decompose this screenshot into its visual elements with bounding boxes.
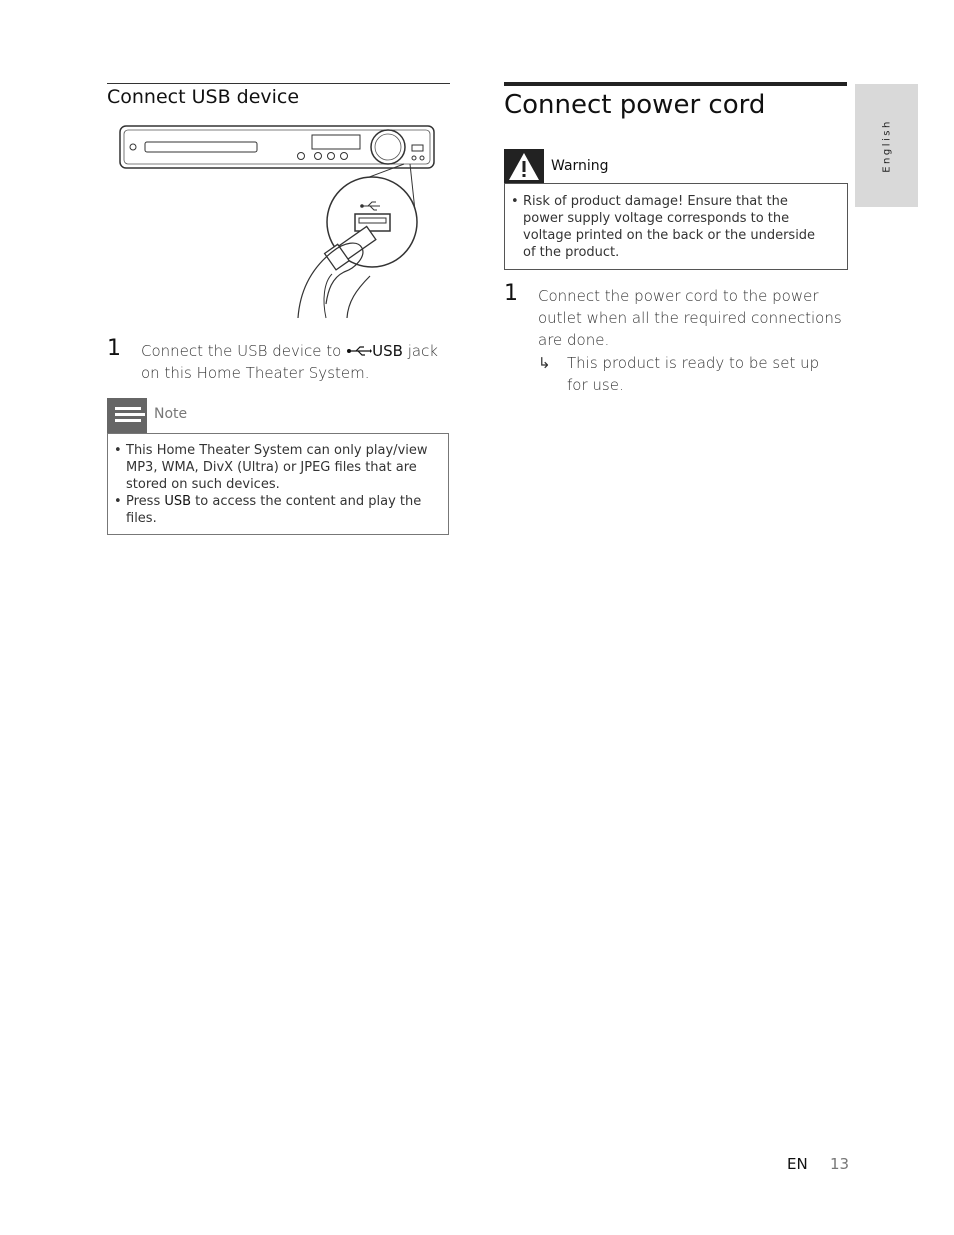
language-label: English bbox=[881, 118, 892, 173]
note-bullet-2-before: Press bbox=[126, 494, 165, 509]
usb-connection-illustration bbox=[118, 122, 438, 322]
warning-label: Warning bbox=[551, 158, 609, 174]
step-text-power: Connect the power cord to the power outlet when all the required connections are done. bbox=[538, 287, 842, 349]
language-tab bbox=[855, 84, 918, 207]
warning-triangle-icon bbox=[504, 149, 544, 184]
section-heading-power: Connect power cord bbox=[504, 90, 766, 120]
note-bullet-2 bbox=[108, 493, 444, 527]
note-bullet-1: • This Home Theater System can only play/view MP3, WMA, DivX (Ultra) or JPEG files that are stored on such devices. bbox=[108, 442, 444, 493]
section-heading-usb: Connect USB device bbox=[107, 86, 300, 108]
step-text-usb bbox=[141, 340, 446, 384]
warning-list bbox=[505, 193, 825, 261]
section-rule-left bbox=[107, 83, 450, 84]
step-number-usb: 1 bbox=[107, 336, 121, 361]
warning-bullet-1: • Risk of product damage! Ensure that the power supply voltage corresponds to the voltage printed on the back or the underside of the product. bbox=[505, 193, 825, 261]
usb-label: USB bbox=[372, 342, 403, 360]
step-text-usb-after: jack on this Home Theater System. bbox=[141, 342, 438, 382]
page-number: 13 bbox=[830, 1155, 850, 1173]
note-icon-tab bbox=[107, 398, 147, 433]
step-number-power: 1 bbox=[504, 281, 518, 306]
note-usb-key: USB bbox=[164, 494, 192, 509]
section-rule-right bbox=[504, 82, 847, 86]
step-result-power: This product is ready to be set up for use. bbox=[567, 354, 820, 394]
warning-box bbox=[504, 183, 848, 270]
note-label: Note bbox=[154, 406, 188, 422]
warning-icon-tab bbox=[504, 149, 544, 184]
note-bullet-2-after: to access the content and play the files. bbox=[126, 494, 422, 526]
usb-symbol-icon bbox=[346, 345, 372, 357]
step-text-usb-before: Connect the USB device to bbox=[141, 342, 347, 360]
note-box bbox=[107, 433, 449, 535]
result-arrow-icon: ↳ bbox=[538, 354, 551, 372]
footer-language: EN bbox=[787, 1155, 808, 1173]
note-lines-icon bbox=[107, 398, 147, 433]
note-list bbox=[108, 442, 444, 527]
